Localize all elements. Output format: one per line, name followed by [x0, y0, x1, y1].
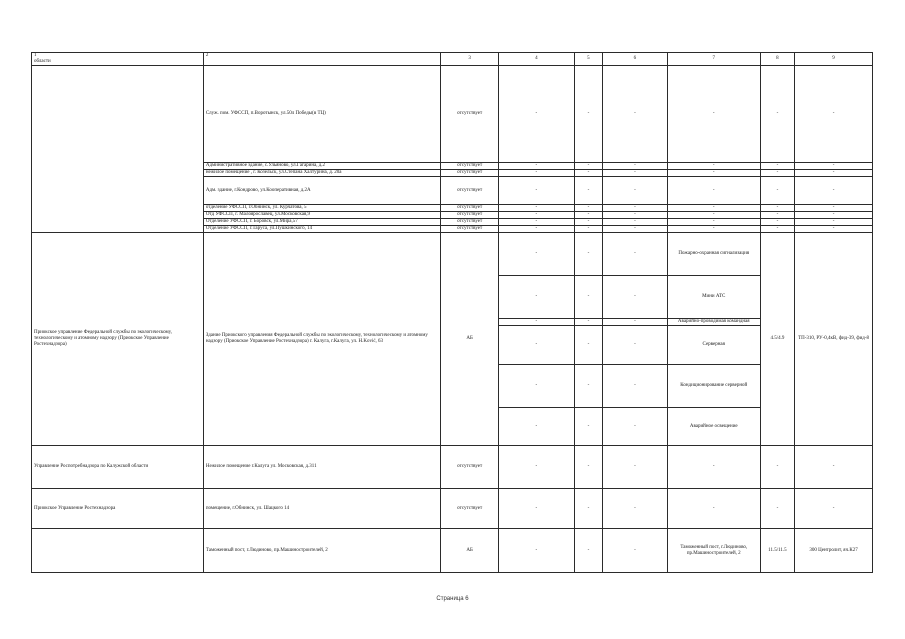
cell-address: нежилое помещение , г. Козельск, ул.Степана Халтурина, д. 20а [203, 170, 441, 177]
region-cell [32, 66, 204, 233]
cell-consumer: Аварийно-проводимая командная [667, 319, 760, 326]
cell-col-6: - [603, 326, 668, 365]
cell-col-5: - [574, 177, 602, 205]
cell-address: Здание Приокского управления Федеральной службы по экологическому, технологическому и атомному надзору (Приокское Управление Ростехнадзора) г. Калуга, г.Калуга, ул. Н.Ković, 63 [203, 233, 441, 446]
cell-consumer: Мини АТС [667, 276, 760, 319]
cell-consumer: Таможенный пост, г.Людиново, пр.Машиностроителей, 2 [667, 529, 760, 573]
header-col-5: 5 [574, 53, 602, 66]
table-row [32, 446, 873, 489]
header-col-1-num: 1 [34, 53, 37, 58]
cell-col-4: - [498, 408, 574, 446]
cell-protection: отсутствует [441, 489, 499, 529]
cell-col-5: - [574, 163, 602, 170]
cell-organization: Приокское управление Федеральной службы по экологическому, технологическому и атомному надзору (Приокское Управление Ростехнадзора) [32, 233, 204, 446]
cell-col-6: - [603, 226, 668, 233]
cell-feeder: 300 Центролит, яч.К27 [795, 529, 873, 573]
cell-col-8: - [760, 205, 794, 212]
cell-col-8: - [760, 226, 794, 233]
cell-col-6: - [603, 219, 668, 226]
header-col-3: 3 [441, 53, 499, 66]
cell-col-5: - [574, 365, 602, 408]
cell-col-6: - [603, 205, 668, 212]
cell-consumer: Кондиционирование серверной [667, 365, 760, 408]
cell-protection: отсутствует [441, 177, 499, 205]
cell-protection: отсутствует [441, 212, 499, 219]
cell-col-6: - [603, 212, 668, 219]
cell-col-6: - [603, 66, 668, 163]
cell-col-5: - [574, 66, 602, 163]
cell-consumer: Аварийное освещение [667, 408, 760, 446]
cell-col-4: - [498, 446, 574, 489]
table-row [32, 233, 873, 276]
cell-col-9: - [795, 212, 873, 219]
header-col-8: 8 [760, 53, 794, 66]
cell-col-4: - [498, 205, 574, 212]
cell-col-6: - [603, 163, 668, 170]
cell-col-6: - [603, 319, 668, 326]
cell-organization: Управление Роспотребнадзора по Калужской области [32, 446, 204, 489]
cell-col-6: - [603, 276, 668, 319]
cell-protection: отсутствует [441, 219, 499, 226]
cell-col-4: - [498, 233, 574, 276]
cell-col-5: - [574, 408, 602, 446]
table-row [32, 66, 873, 163]
cell-feeder: ТП-310, РУ-0,4кВ, фид-39, фид-8 [795, 233, 873, 446]
cell-address: Отделение УФССП, г.Таруса, ул.Пушкинского, 14 [203, 226, 441, 233]
cell-col-5: - [574, 212, 602, 219]
cell-protection: отсутствует [441, 170, 499, 177]
cell-protection: отсутствует [441, 66, 499, 163]
cell-col-8: - [760, 170, 794, 177]
cell-col-5: - [574, 489, 602, 529]
cell-col-7: - [667, 212, 760, 219]
cell-col-4: - [498, 276, 574, 319]
header-col-1 [32, 53, 204, 66]
cell-col-4: - [498, 170, 574, 177]
cell-col-8: - [760, 66, 794, 163]
cell-organization [32, 529, 204, 573]
cell-col-5: - [574, 276, 602, 319]
table-row [32, 489, 873, 529]
cell-power: 11.5/11.5 [760, 529, 794, 573]
cell-col-5: - [574, 446, 602, 489]
cell-col-8: - [760, 446, 794, 489]
cell-protection: отсутствует [441, 205, 499, 212]
cell-col-4: - [498, 319, 574, 326]
cell-protection: АБ [441, 233, 499, 446]
cell-col-4: - [498, 219, 574, 226]
cell-protection: отсутствует [441, 226, 499, 233]
cell-col-9: - [795, 219, 873, 226]
cell-col-6: - [603, 365, 668, 408]
cell-protection: отсутствует [441, 446, 499, 489]
cell-col-7: - [667, 489, 760, 529]
cell-col-7: - [667, 226, 760, 233]
cell-col-6: - [603, 233, 668, 276]
cell-col-9: - [795, 170, 873, 177]
cell-consumer: Пожарно-охранная сигнализация [667, 233, 760, 276]
cell-col-6: - [603, 489, 668, 529]
data-table [31, 52, 873, 573]
cell-col-4: - [498, 226, 574, 233]
cell-col-5: - [574, 319, 602, 326]
cell-col-8: - [760, 163, 794, 170]
cell-col-8: - [760, 177, 794, 205]
cell-col-5: - [574, 226, 602, 233]
cell-col-8: - [760, 212, 794, 219]
cell-address: помещение, г.Обнинск, ул. Шацкого 14 [203, 489, 441, 529]
cell-col-4: - [498, 489, 574, 529]
cell-col-9: - [795, 66, 873, 163]
cell-col-6: - [603, 529, 668, 573]
cell-col-5: - [574, 205, 602, 212]
cell-col-9: - [795, 177, 873, 205]
cell-address: Административное здание, с.Ульяново, ул.Гагарина, д.2 [203, 163, 441, 170]
cell-protection: отсутствует [441, 163, 499, 170]
cell-col-6: - [603, 170, 668, 177]
cell-col-9: - [795, 205, 873, 212]
cell-col-6: - [603, 446, 668, 489]
cell-col-8: - [760, 489, 794, 529]
cell-col-4: - [498, 529, 574, 573]
cell-address: Адм. здание, г.Кондрово, ул.Кооперативная, д.2А [203, 177, 441, 205]
cell-col-5: - [574, 170, 602, 177]
header-col-6: 6 [603, 53, 668, 66]
cell-col-9: - [795, 489, 873, 529]
cell-protection: АБ [441, 529, 499, 573]
cell-col-4: - [498, 177, 574, 205]
cell-col-7: - [667, 219, 760, 226]
cell-col-4: - [498, 66, 574, 163]
cell-col-7: - [667, 205, 760, 212]
page-footer: Страница 6 [436, 596, 469, 602]
cell-col-4: - [498, 326, 574, 365]
cell-col-5: - [574, 233, 602, 276]
cell-col-4: - [498, 212, 574, 219]
cell-address: Таможенный пост, г.Людиново, пр.Машиностроителей, 2 [203, 529, 441, 573]
cell-organization: Приокское Управление Ростехнадзора [32, 489, 204, 529]
cell-address: Служ. пом. УФССП, п.Воротынск, ул.50л Победы(в ТЦ) [203, 66, 441, 163]
cell-col-4: - [498, 365, 574, 408]
cell-col-4: - [498, 163, 574, 170]
cell-col-6: - [603, 408, 668, 446]
cell-col-5: - [574, 326, 602, 365]
cell-col-7: - [667, 66, 760, 163]
table-row [32, 529, 873, 573]
cell-col-5: - [574, 219, 602, 226]
cell-col-5: - [574, 529, 602, 573]
header-col-2: 2 [203, 53, 441, 66]
cell-col-6: - [603, 177, 668, 205]
cell-col-9: - [795, 226, 873, 233]
cell-col-9: - [795, 163, 873, 170]
header-row [32, 53, 873, 66]
cell-col-9: - [795, 446, 873, 489]
cell-consumer: Серверная [667, 326, 760, 365]
cell-address: Отд УФССП, г. Малоярославец, ул.Московская,9 [203, 212, 441, 219]
cell-col-7: - [667, 170, 760, 177]
cell-address: отделение УФССП, г.Обнинск, ул. Курчатова, 5 [203, 205, 441, 212]
cell-col-7: - [667, 177, 760, 205]
header-col-7: 7 [667, 53, 760, 66]
cell-col-7: - [667, 163, 760, 170]
cell-col-8: - [760, 219, 794, 226]
cell-col-7: - [667, 446, 760, 489]
cell-address: Отделение УФССП, г. Боровск, ул.Мира,57 [203, 219, 441, 226]
header-col-1-text: области [34, 59, 51, 64]
header-col-4: 4 [498, 53, 574, 66]
header-col-9: 9 [795, 53, 873, 66]
cell-address: Нежилое помещение г.Калуга ул. Московская, д.311 [203, 446, 441, 489]
cell-power: 4.5/4.9 [760, 233, 794, 446]
